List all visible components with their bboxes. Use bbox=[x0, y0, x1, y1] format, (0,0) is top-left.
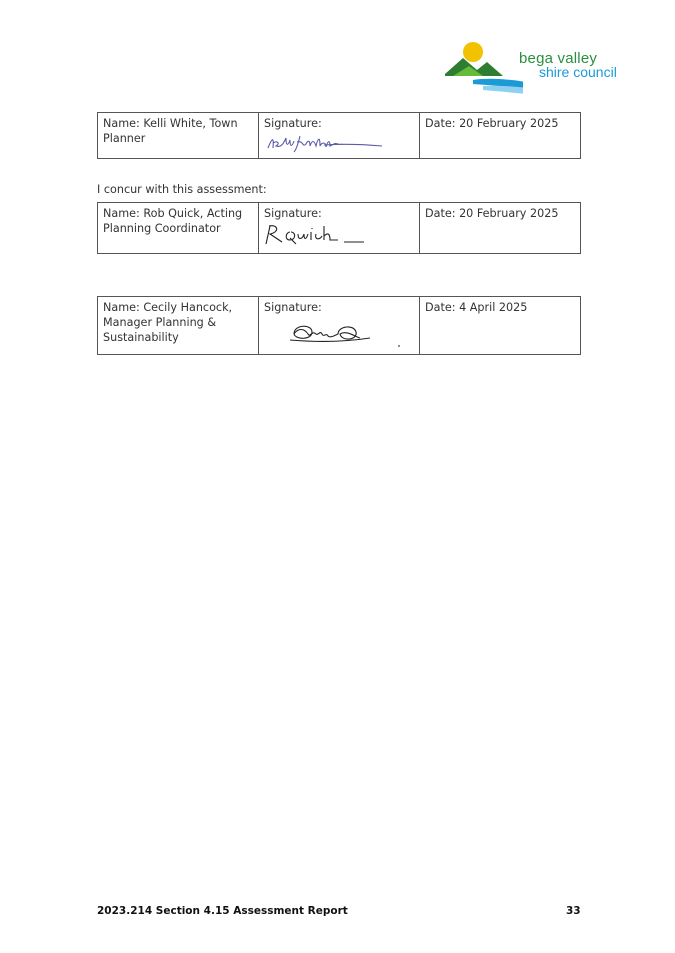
assessor-name: Name: Kelli White, Town Planner bbox=[98, 113, 259, 159]
assessor-signature-cell bbox=[259, 113, 420, 159]
assessor-date: Date: 20 February 2025 bbox=[420, 113, 581, 159]
concur-statement: I concur with this assessment: bbox=[97, 183, 267, 196]
assessor-signature-label: Signature: bbox=[264, 117, 322, 130]
logo-text-line1: bega valley bbox=[519, 50, 598, 67]
council-logo bbox=[443, 40, 628, 102]
coordinator-signature-table bbox=[97, 202, 581, 254]
coordinator-date: Date: 20 February 2025 bbox=[420, 203, 581, 254]
council-logo-icon bbox=[443, 40, 523, 102]
footer-page-number: 33 bbox=[566, 905, 581, 917]
logo-text-line2: shire council bbox=[539, 64, 617, 80]
manager-date: Date: 4 April 2025 bbox=[420, 297, 581, 355]
coordinator-signature-label: Signature: bbox=[264, 207, 322, 220]
assessor-signature-image bbox=[264, 132, 389, 154]
manager-name: Name: Cecily Hancock, Manager Planning & Sustainability bbox=[98, 297, 259, 355]
manager-signature-cell bbox=[259, 297, 420, 355]
coordinator-signature-cell bbox=[259, 203, 420, 254]
coordinator-signature-image bbox=[264, 222, 374, 246]
manager-signature-label: Signature: bbox=[264, 301, 322, 314]
manager-signature-image bbox=[264, 316, 404, 348]
coordinator-name: Name: Rob Quick, Acting Planning Coordinator bbox=[98, 203, 259, 254]
assessor-signature-table bbox=[97, 112, 581, 159]
manager-signature-table bbox=[97, 296, 581, 355]
footer-report-title: 2023.214 Section 4.15 Assessment Report bbox=[97, 905, 348, 917]
